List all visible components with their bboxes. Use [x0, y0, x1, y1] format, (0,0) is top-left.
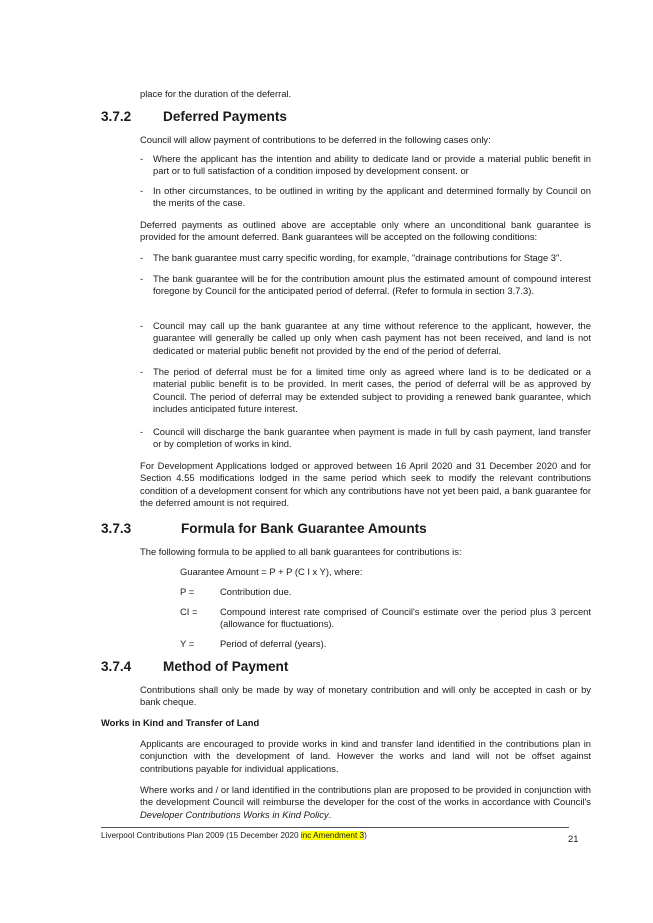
section-number: 3.7.3	[101, 521, 132, 536]
list-item: - Council will discharge the bank guarantee when payment is made in full by cash payment, land transfer or by completion of works in kind.	[140, 426, 591, 450]
section-title: Method of Payment	[163, 659, 289, 674]
paragraph: Council will allow payment of contributions to be deferred in the following cases only:	[140, 134, 491, 145]
list-item: - In other circumstances, to be outlined in writing by the applicant and determined formally by Council on the merits of the case.	[140, 185, 591, 209]
formula-definition: Contribution due.	[220, 586, 292, 597]
formula-definition: Compound interest rate comprised of Council's estimate over the period plus 3 percent (allowance for fluctuations).	[220, 606, 591, 630]
paragraph: The following formula to be applied to all bank guarantees for contributions is:	[140, 546, 462, 557]
list-item: - The period of deferral must be for a limited time only as agreed where land is to be dedicated or a material public benefit is to be provided. In merit cases, the period of deferral will be as approved by Council. The period of deferral may be extended subject to providing a renewed bank guarantee, which includes anticipated future interest.	[140, 366, 591, 415]
section-heading-3-7-3	[101, 521, 427, 536]
dash-bullet: -	[140, 185, 144, 196]
dash-bullet: -	[140, 366, 144, 377]
section-title: Formula for Bank Guarantee Amounts	[181, 521, 427, 536]
footer-highlight: inc Amendment 3	[300, 831, 365, 840]
section-number: 3.7.4	[101, 659, 132, 674]
paragraph: Applicants are encouraged to provide works in kind and transfer land identified in the contributions plan in conjunction with the development of land. However the works and land will not be offset against contributions payable for individual applications.	[140, 738, 591, 774]
page-number: 21	[568, 833, 579, 844]
subheading: Works in Kind and Transfer of Land	[101, 717, 260, 728]
formula: Guarantee Amount = P + P (C I x Y), where:	[180, 566, 363, 577]
paragraph: Contributions shall only be made by way of monetary contribution and will only be accepted in cash or by bank cheque.	[140, 684, 591, 708]
dash-bullet: -	[140, 320, 144, 331]
dash-bullet: -	[140, 426, 144, 437]
policy-title: Developer Contributions Works in Kind Policy	[140, 808, 329, 820]
list-item: - Council may call up the bank guarantee at any time without reference to the applicant, however, the guarantee will generally be called up only when cash payment has not been received, and land is not dedicated or material public benefit not provided by the end of the period of deferral.	[140, 320, 591, 356]
list-item: - The bank guarantee will be for the contribution amount plus the estimated amount of compound interest foregone by Council for the anticipated period of deferral. (Refer to formula in section 3.7.3).	[140, 273, 591, 297]
footer-text: Liverpool Contributions Plan 2009 (15 December 2020	[101, 831, 301, 840]
footer-divider	[101, 827, 569, 828]
dash-bullet: -	[140, 252, 144, 263]
top-line: place for the duration of the deferral.	[140, 88, 292, 99]
section-heading-3-7-4	[101, 659, 289, 674]
paragraph: Deferred payments as outlined above are acceptable only where an unconditional bank guarantee is provided for the amount deferred. Bank guarantees will be accepted on the following conditions:	[140, 219, 591, 243]
list-item: - Where the applicant has the intention and ability to dedicate land or provide a material public benefit in part or to full satisfaction of a condition imposed by development consent. or	[140, 153, 591, 177]
dash-bullet: -	[140, 273, 144, 284]
paragraph: Where works and / or land identified in the contributions plan are proposed to be provided in conjunction with the development Council will reimburse the developer for the cost of the works in accordance with Council's Developer Contributions Works in Kind Policy.	[140, 784, 591, 820]
section-heading-3-7-2	[101, 109, 287, 124]
paragraph: For Development Applications lodged or approved between 16 April 2020 and 31 December 2020 and for Section 4.55 modifications lodged in the same period which seek to modify the relevant contributions condition of a development consent for which any contributions have not yet been paid, a bank guarantee for the deferred amount is not required.	[140, 460, 591, 509]
dash-bullet: -	[140, 153, 144, 164]
section-title: Deferred Payments	[163, 109, 287, 124]
list-item: - The bank guarantee must carry specific wording, for example, "drainage contributions for Stage 3".	[140, 252, 562, 263]
formula-symbol: P =	[180, 586, 195, 597]
formula-symbol: CI =	[180, 606, 198, 617]
formula-definition: Period of deferral (years).	[220, 638, 327, 649]
footer: Liverpool Contributions Plan 2009 (15 December 2020 inc Amendment 3)	[101, 831, 367, 840]
formula-symbol: Y =	[180, 638, 195, 649]
section-number: 3.7.2	[101, 109, 132, 124]
